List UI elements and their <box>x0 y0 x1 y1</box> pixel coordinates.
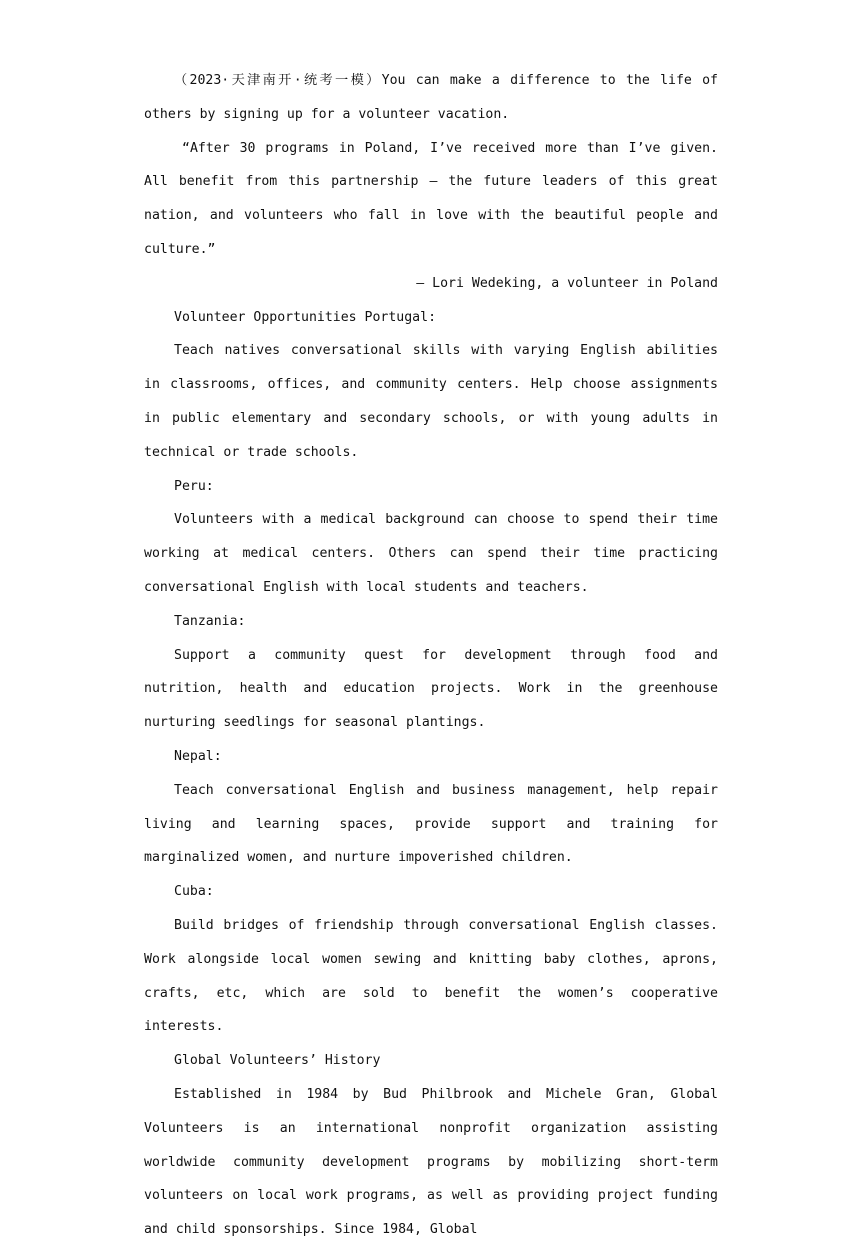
portugal-heading: Volunteer Opportunities Portugal: <box>174 309 437 325</box>
quote-attribution: – Lori Wedeking, a volunteer in Poland <box>416 275 718 291</box>
peru-heading: Peru: <box>174 478 214 494</box>
cuba-paragraph: Build bridges of friendship through conversational English classes. Work alongside local women sewing and knitting baby clothes, aprons, crafts, etc, which are sold to benefit the women’s cooperative interests. <box>144 917 718 1035</box>
history-paragraph: Established in 1984 by Bud Philbrook and Michele Gran, Global Volunteers is an international nonprofit organization assisting worldwide community development programs by mobilizing short-term volunteers on local work programs, as well as providing project funding and child sponsorships. Since 1984, Global <box>144 1086 718 1238</box>
cuba-heading: Cuba: <box>174 884 214 900</box>
quote-paragraph: “After 30 programs in Poland, I’ve received more than I’ve given. All benefit from this partnership — the future leaders of this great nation, and volunteers who fall in love with the beautiful people and culture.” <box>144 140 718 257</box>
tanzania-paragraph: Support a community quest for development through food and nutrition, health and education projects. Work in the greenhouse nurturing seedlings for seasonal plantings. <box>144 647 718 731</box>
intro-paragraph: （2023·天津南开·统考一模）You can make a difference to the life of others by signing up for a volunteer vacation. <box>144 73 718 122</box>
peru-paragraph: Volunteers with a medical background can choose to spend their time working at medical centers. Others can spend their time practicing conversational English with local students and teachers. <box>144 512 718 595</box>
nepal-paragraph: Teach conversational English and business management, help repair living and learning spaces, provide support and training for marginalized women, and nurture impoverished children. <box>144 782 718 866</box>
history-heading: Global Volunteers’ History <box>174 1053 381 1069</box>
nepal-heading: Nepal: <box>174 748 222 764</box>
document-page <box>144 64 718 1247</box>
tanzania-heading: Tanzania: <box>174 613 246 629</box>
portugal-paragraph: Teach natives conversational skills with varying English abilities in classrooms, offices, and community centers. Help choose assignments in public elementary and secondary schools, or with young adults in technical or trade schools. <box>144 343 718 460</box>
